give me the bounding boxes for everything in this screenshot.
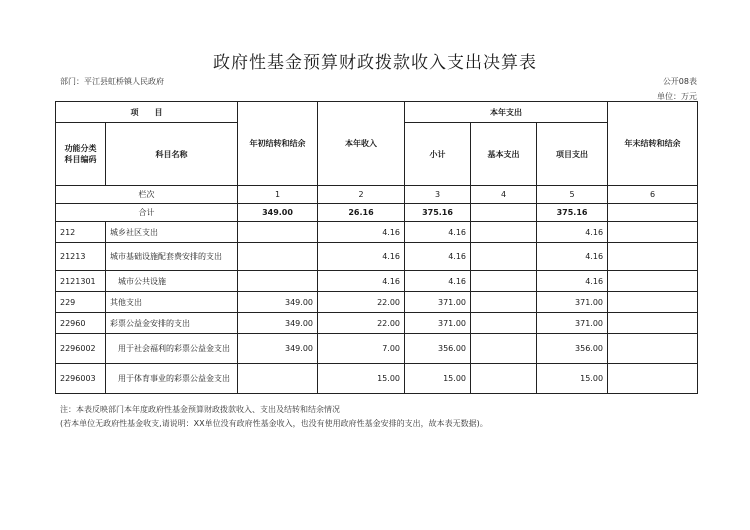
row-code: 2296003 bbox=[56, 364, 106, 394]
row-name: 城市基础设施配套费安排的支出 bbox=[106, 243, 238, 271]
row-basic bbox=[471, 292, 537, 313]
page-title: 政府性基金预算财政拨款收入支出决算表 bbox=[213, 53, 537, 73]
row-code: 22960 bbox=[56, 313, 106, 334]
form-number: 公开08表 bbox=[662, 77, 697, 86]
table-row bbox=[56, 313, 698, 334]
row-income: 4.16 bbox=[318, 243, 405, 271]
row-closing bbox=[608, 313, 698, 334]
header-subject-name: 科目名称 bbox=[106, 123, 238, 186]
row-name: 用于体育事业的彩票公益金支出 bbox=[106, 364, 238, 394]
row-income: 15.00 bbox=[318, 364, 405, 394]
row-name: 城乡社区支出 bbox=[106, 222, 238, 243]
header-expenditure: 本年支出 bbox=[405, 102, 608, 123]
table-row bbox=[56, 222, 698, 243]
row-opening bbox=[238, 271, 318, 292]
row-code: 2296002 bbox=[56, 334, 106, 364]
row-basic bbox=[471, 243, 537, 271]
column-number-4: 4 bbox=[471, 186, 537, 204]
header-income: 本年收入 bbox=[318, 102, 405, 186]
row-name: 其他支出 bbox=[106, 292, 238, 313]
row-income: 22.00 bbox=[318, 313, 405, 334]
row-basic bbox=[471, 364, 537, 394]
column-number-3: 3 bbox=[405, 186, 471, 204]
department-label: 部门：平江县虹桥镇人民政府 bbox=[60, 77, 164, 86]
row-closing bbox=[608, 334, 698, 364]
row-basic bbox=[471, 222, 537, 243]
footnote-no-data: (若本单位无政府性基金收支,请说明：XX单位没有政府性基金收入，也没有使用政府性基金安排的支出，故本表无数据)。 bbox=[60, 419, 488, 428]
row-code: 229 bbox=[56, 292, 106, 313]
row-code: 212 bbox=[56, 222, 106, 243]
row-name: 城市公共设施 bbox=[106, 271, 238, 292]
row-closing bbox=[608, 243, 698, 271]
row-subtotal: 4.16 bbox=[405, 243, 471, 271]
header-opening: 年初结转和结余 bbox=[238, 102, 318, 186]
row-subtotal: 4.16 bbox=[405, 222, 471, 243]
footnote-description: 注：本表反映部门本年度政府性基金预算财政拨款收入、支出及结转和结余情况 bbox=[60, 405, 340, 414]
row-subtotal: 356.00 bbox=[405, 334, 471, 364]
column-number-5: 5 bbox=[537, 186, 608, 204]
row-closing bbox=[608, 222, 698, 243]
row-closing bbox=[608, 364, 698, 394]
table-row bbox=[56, 364, 698, 394]
row-code: 2121301 bbox=[56, 271, 106, 292]
row-opening: 349.00 bbox=[238, 292, 318, 313]
row-code: 21213 bbox=[56, 243, 106, 271]
table-row bbox=[56, 334, 698, 364]
header-closing: 年末结转和结余 bbox=[608, 102, 698, 186]
row-opening: 349.00 bbox=[238, 334, 318, 364]
row-subtotal: 4.16 bbox=[405, 271, 471, 292]
row-opening: 349.00 bbox=[238, 313, 318, 334]
total-basic bbox=[471, 204, 537, 222]
table-row bbox=[56, 271, 698, 292]
column-number-6: 6 bbox=[608, 186, 698, 204]
column-number-2: 2 bbox=[318, 186, 405, 204]
row-opening bbox=[238, 364, 318, 394]
row-opening bbox=[238, 243, 318, 271]
row-project: 4.16 bbox=[537, 222, 608, 243]
row-closing bbox=[608, 292, 698, 313]
row-project: 371.00 bbox=[537, 292, 608, 313]
row-income: 4.16 bbox=[318, 271, 405, 292]
row-basic bbox=[471, 334, 537, 364]
row-project: 356.00 bbox=[537, 334, 608, 364]
total-project: 375.16 bbox=[537, 204, 608, 222]
row-project: 4.16 bbox=[537, 243, 608, 271]
header-project: 项目支出 bbox=[537, 123, 608, 186]
row-opening bbox=[238, 222, 318, 243]
header-item: 项 目 bbox=[56, 102, 238, 123]
row-closing bbox=[608, 271, 698, 292]
header-func-code: 功能分类 科目编码 bbox=[56, 123, 106, 186]
row-name: 彩票公益金安排的支出 bbox=[106, 313, 238, 334]
row-basic bbox=[471, 271, 537, 292]
row-income: 7.00 bbox=[318, 334, 405, 364]
budget-table bbox=[55, 101, 698, 394]
header-basic: 基本支出 bbox=[471, 123, 537, 186]
row-basic bbox=[471, 313, 537, 334]
table-row bbox=[56, 292, 698, 313]
header-subtotal: 小计 bbox=[405, 123, 471, 186]
row-name: 用于社会福利的彩票公益金支出 bbox=[106, 334, 238, 364]
total-income: 26.16 bbox=[318, 204, 405, 222]
row-subtotal: 371.00 bbox=[405, 292, 471, 313]
row-project: 15.00 bbox=[537, 364, 608, 394]
row-income: 22.00 bbox=[318, 292, 405, 313]
total-opening: 349.00 bbox=[238, 204, 318, 222]
row-project: 4.16 bbox=[537, 271, 608, 292]
total-subtotal: 375.16 bbox=[405, 204, 471, 222]
table-row bbox=[56, 243, 698, 271]
unit-label: 单位：万元 bbox=[657, 92, 697, 101]
total-closing bbox=[608, 204, 698, 222]
column-number-1: 1 bbox=[238, 186, 318, 204]
row-subtotal: 371.00 bbox=[405, 313, 471, 334]
row-subtotal: 15.00 bbox=[405, 364, 471, 394]
row-income: 4.16 bbox=[318, 222, 405, 243]
total-label: 合计 bbox=[56, 204, 238, 222]
column-number-label: 栏次 bbox=[56, 186, 238, 204]
row-project: 371.00 bbox=[537, 313, 608, 334]
